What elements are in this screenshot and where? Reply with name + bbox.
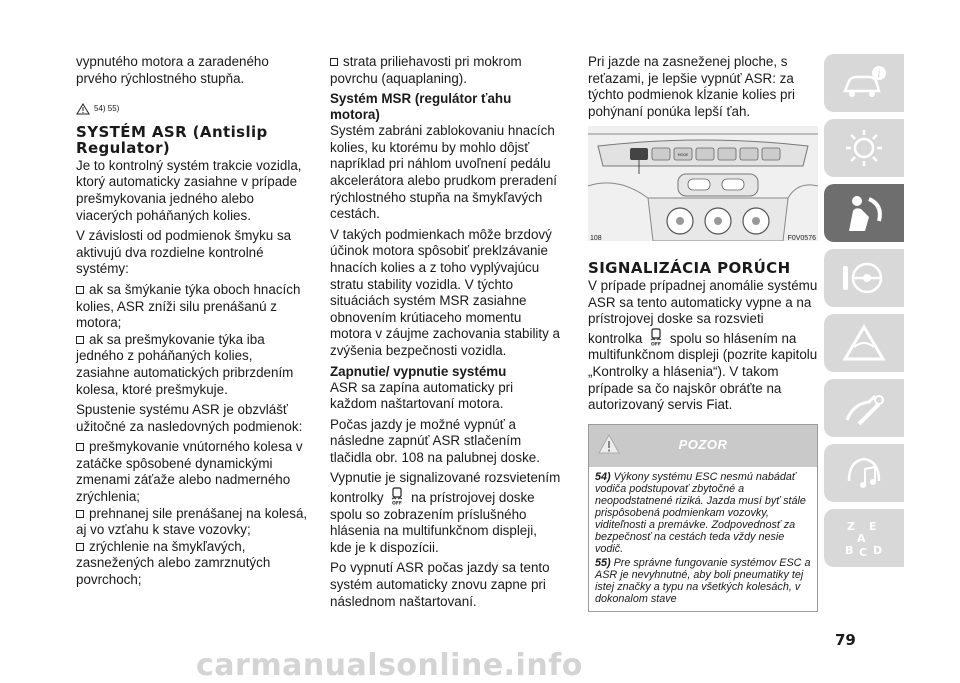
warning-triangle-icon <box>76 103 90 115</box>
list-item: prehnanej sile prenášanej na kolesá, aj vo vzťahu k stave vozovky; <box>76 505 308 538</box>
page-number: 79 <box>835 631 856 649</box>
column-left <box>76 54 308 593</box>
emergency-icon <box>839 321 889 365</box>
svg-text:A: A <box>857 532 866 545</box>
list-item: prešmykovanie vnútorného kolesa v zatáčke spôsobené dynamickými zmenami záťaže alebo nadmerného zrýchlenia; <box>76 439 303 505</box>
figure-108-dashboard <box>588 126 818 241</box>
asr-list-1 <box>76 282 308 398</box>
onoff-paragraph-1: ASR sa zapína automaticky pri každom naštartovaní motora. <box>330 379 514 412</box>
list-item: ak sa prešmykovanie týka iba jedného z poháňaných kolies, zasiahne automatických pribrzdením kolesa, ktoré prešmykuje. <box>76 331 294 397</box>
chapter-tabs <box>824 54 904 574</box>
asr-list-2 <box>76 439 308 588</box>
tab-emergency[interactable] <box>824 314 904 372</box>
bullet-square-icon <box>76 443 84 451</box>
onoff-section-title: Zapnutie/ vypnutie systému <box>330 363 507 379</box>
svg-text:E: E <box>869 520 877 533</box>
warning-box-title: POZOR <box>678 437 728 453</box>
svg-text:D: D <box>873 544 883 557</box>
bullet-square-icon <box>330 58 338 66</box>
bullet-square-icon <box>76 336 84 344</box>
warning-reference <box>76 101 308 118</box>
warning-item: 54) Výkony systému ESC nesmú nabádať vodiča podstupovať zbytočné a neopodstatnené riziká. Jazda musí byť stále prispôsobená podmienkam vozovky, viditeľnosti a premávke. Zodpovednosť za bezpečnosť na cestách teda vždy nesie vodič. <box>595 470 806 555</box>
warning-box-body <box>589 467 817 611</box>
asr-paragraph-3: Spustenie systému ASR je obzvlášť užitočné za nasledovných podmienok: <box>76 402 303 434</box>
figure-number: 108 <box>590 235 602 243</box>
warning-box-header <box>589 425 817 467</box>
mode-label: MODE <box>677 153 689 158</box>
starting-driving-icon <box>839 256 889 300</box>
warning-triangle-icon <box>597 433 621 455</box>
tab-index[interactable] <box>824 509 904 567</box>
msr-paragraph-1: Systém zabráni zablokovaniu hnacích kolies, ku ktorému by mohlo dôjsť napríklad pri náhlom uvoľnení pedálu akcelerátora alebo prudkom preradení rýchlostného stupňa na šmykľavých cestách. <box>330 123 558 222</box>
asr-paragraph-2: V závislosti od podmienok šmyku sa aktivujú dva rozdielne kontrolné systémy: <box>76 228 292 277</box>
warning-box <box>588 424 818 612</box>
asr-section-title: SYSTÉM ASR (Antislip Regulator) <box>76 122 268 157</box>
tab-safety[interactable] <box>824 184 904 242</box>
msr-paragraph-2: V takých podmienkach môže brzdový účinok motora spôsobiť preklzávanie hnacích kolies a z toho vyplývajúcu stratu stability vozidla. V týchto situáciách systém MSR zasiahne obnovením krútiaceho momentu motora v záujme zachovania stability a zvýšenia bezpečnosti vozidla. <box>330 226 560 358</box>
svg-text:C: C <box>859 546 868 559</box>
figure-caption <box>588 231 818 248</box>
figure-code: F0V0576 <box>787 235 816 243</box>
intro-text: vypnutého motora a zaradeného prvého rýchlostného stupňa. <box>76 54 269 86</box>
onoff-paragraph-3: Vypnutie je signalizované rozsvietením kontrolky OFF na prístrojovej doske spolu so zobrazením príslušného hlásenia na multifunkčnom displeji, kde je k dispozícii. <box>330 470 561 555</box>
tab-maintenance[interactable] <box>824 379 904 437</box>
tab-starting[interactable] <box>824 249 904 307</box>
warning-reference-numbers: 54) 55) <box>94 104 120 114</box>
safety-airbag-icon <box>839 191 889 235</box>
column-middle <box>330 54 562 614</box>
tab-dashboard[interactable] <box>824 119 904 177</box>
asr-off-button <box>630 148 648 160</box>
svg-text:i: i <box>877 69 881 80</box>
list-item: strata priliehavosti pri mokrom povrchu (aquaplaning). <box>330 54 522 86</box>
dashboard-illustration <box>588 126 818 241</box>
multimedia-icon <box>839 451 889 495</box>
bullet-square-icon <box>76 543 84 551</box>
snow-paragraph: Pri jazde na zasneženej ploche, s reťazami, je lepšie vypnúť ASR: za týchto podmienok kĺzanie kolies pri pohýnaní ponúka lepší ťah. <box>588 54 795 119</box>
bullet-square-icon <box>76 510 84 518</box>
list-item: zrýchlenie na šmykľavých, zasnežených alebo zamrznutých povrchoch; <box>76 538 271 588</box>
svg-text:B: B <box>845 544 854 557</box>
fault-paragraph: V prípade prípadnej anomálie systému ASR sa tento automaticky vypne a na prístrojovej doske sa rozsvieti kontrolka OFF spolu so hlásením na multifunkčnom displeji (pozrite kapitolu „Kontrolky a hlásenia“). V takom prípade sa čo najskôr obráťte na autorizovaný servis Fiat. <box>588 277 818 413</box>
onoff-paragraph-4: Po vypnutí ASR počas jazdy sa tento systém automaticky znovu zapne pri následnom naštartovaní. <box>330 560 550 609</box>
maintenance-icon <box>839 386 889 430</box>
tab-info[interactable] <box>824 54 904 112</box>
svg-text:Z: Z <box>847 520 855 533</box>
bullet-square-icon <box>76 286 84 294</box>
column-right <box>588 54 818 612</box>
svg-text:OFF: OFF <box>392 501 403 506</box>
index-icon <box>839 516 889 560</box>
msr-section-title: Systém MSR (regulátor ťahu motora) <box>330 91 512 123</box>
svg-text:OFF: OFF <box>651 342 662 346</box>
asr-off-warning-icon <box>389 487 405 505</box>
list-item: ak sa šmýkanie týka oboch hnacích kolies, ASR zníži silu prenášanú z motora; <box>76 281 301 331</box>
asr-fault-warning-icon <box>648 328 664 346</box>
watermark: carmanualsonline.info <box>196 648 583 683</box>
fault-section-title: SIGNALIZÁCIA PORÚCH <box>588 258 791 277</box>
asr-paragraph-1: Je to kontrolný systém trakcie vozidla, ktorý automaticky zasiahne v prípade prešmykovania jedného alebo viacerých poháňaných kolies. <box>76 157 302 223</box>
tab-multimedia[interactable] <box>824 444 904 502</box>
warning-item: 55) Pre správne fungovanie systémov ESC a ASR je nevyhnutné, aby boli pneumatiky tej istej značky a typu na všetkých kolesách, v dokonalom stave <box>595 556 811 605</box>
dashboard-lights-icon <box>839 126 889 170</box>
onoff-paragraph-2: Počas jazdy je možné vypnúť a následne zapnúť ASR stlačením tlačidla obr. 108 na palubnej doske. <box>330 416 540 465</box>
info-car-icon <box>839 61 889 105</box>
